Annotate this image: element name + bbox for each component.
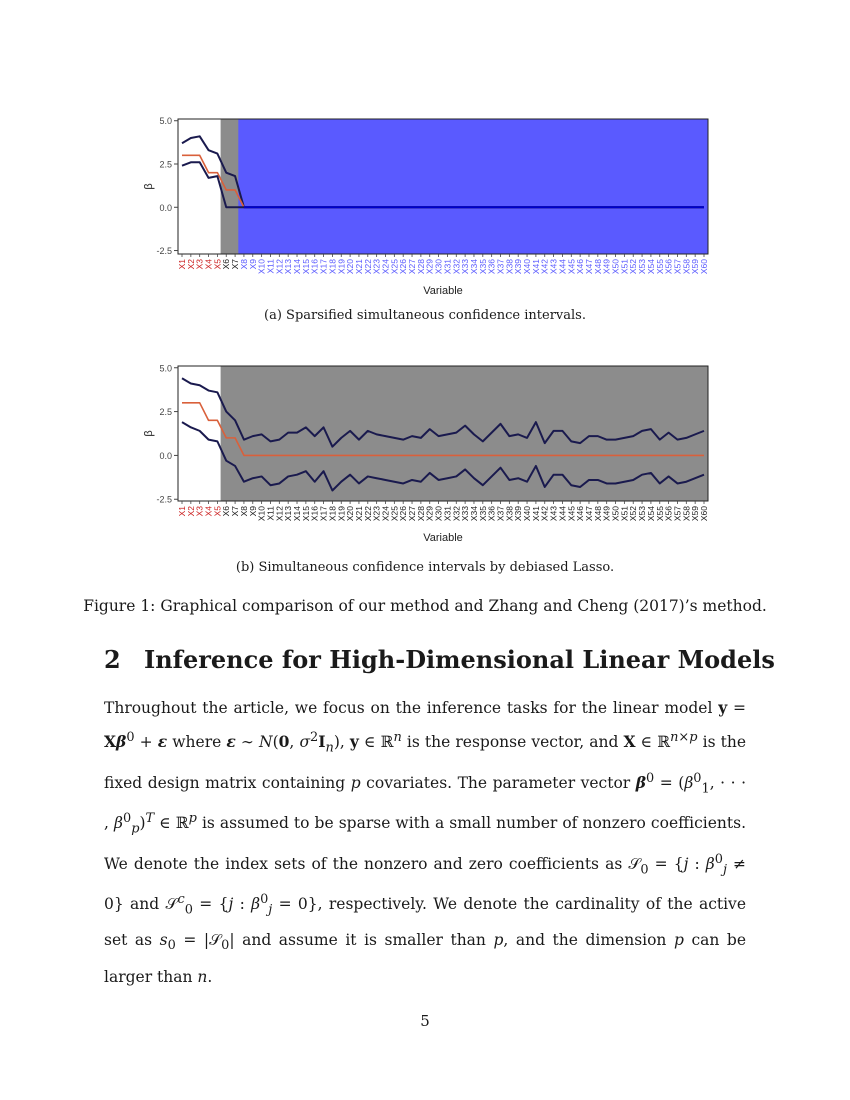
x-tick-label: X38: [504, 506, 515, 522]
x-tick-label: X37: [495, 506, 506, 522]
x-tick-label: X17: [318, 506, 329, 522]
x-tick-label: X30: [433, 259, 444, 275]
x-tick-label: X56: [663, 506, 674, 522]
x-tick-label: X49: [601, 259, 612, 275]
x-tick-label: X21: [353, 259, 364, 275]
x-axis-label: Variable: [423, 532, 463, 544]
y-tick-label: 2.5: [159, 407, 172, 418]
x-tick-label: X5: [212, 506, 223, 517]
x-tick-label: X40: [522, 506, 533, 522]
x-tick-label: X41: [530, 506, 541, 522]
x-tick-label: X13: [283, 259, 294, 275]
x-tick-label: X9: [247, 259, 258, 270]
x-tick-label: X53: [637, 506, 648, 522]
x-tick-label: X46: [575, 506, 586, 522]
gray-band: [221, 119, 240, 254]
x-tick-label: X4: [203, 259, 214, 270]
x-tick-label: X24: [380, 259, 391, 275]
x-tick-label: X32: [451, 506, 462, 522]
x-tick-label: X2: [185, 506, 196, 517]
x-tick-label: X43: [548, 259, 559, 275]
x-tick-label: X23: [371, 506, 382, 522]
x-tick-label: X29: [424, 506, 435, 522]
x-tick-label: X25: [389, 506, 400, 522]
x-tick-label: X1: [177, 506, 187, 517]
x-tick-label: X17: [318, 259, 329, 275]
x-tick-label: X12: [274, 506, 285, 522]
x-tick-label: X20: [345, 506, 356, 522]
x-tick-label: X6: [221, 259, 232, 270]
x-tick-label: X52: [628, 506, 639, 522]
x-tick-label: X59: [690, 506, 701, 522]
x-tick-label: X50: [610, 506, 621, 522]
x-tick-label: X56: [663, 259, 674, 275]
x-tick-label: X48: [592, 259, 603, 275]
x-tick-label: X15: [300, 506, 311, 522]
x-tick-label: X10: [256, 506, 267, 522]
x-tick-label: X45: [566, 259, 577, 275]
x-tick-label: X28: [415, 259, 426, 275]
figure-caption: Figure 1: Graphical comparison of our method and Zhang and Cheng (2017)’s method.: [83, 597, 767, 615]
y-tick-label: 5.0: [159, 116, 172, 127]
x-tick-label: X20: [345, 259, 356, 275]
x-tick-label: X30: [433, 506, 444, 522]
x-tick-label: X44: [557, 259, 568, 275]
x-tick-label: X7: [230, 506, 241, 517]
y-tick-label: -2.5: [156, 246, 172, 257]
x-tick-label: X22: [362, 259, 373, 275]
x-tick-label: X44: [557, 506, 568, 522]
x-axis-label: Variable: [423, 285, 463, 297]
x-tick-label: X13: [283, 506, 294, 522]
x-tick-label: X4: [203, 506, 214, 517]
x-tick-label: X14: [292, 506, 303, 522]
x-tick-label: X31: [442, 259, 453, 275]
x-tick-label: X24: [380, 506, 391, 522]
y-tick-label: 5.0: [159, 363, 172, 374]
x-tick-label: X40: [522, 259, 533, 275]
x-tick-label: X55: [654, 506, 665, 522]
x-tick-label: X19: [336, 506, 347, 522]
x-tick-label: X29: [424, 259, 435, 275]
body-paragraph: Throughout the article, we focus on the inference tasks for the linear model $y = X\beta^0 + \varepsilon$ where ε ∼ N(0, $\sigma^2I_n$), y ∈ ℝ$^n$ is the response vector, and X ∈ ℝ$^{n\times p}$ is the fixed design matrix containing p covariates. The parameter vector $\beta^0 = (\beta^0_1$, · · · , $\beta^0_p)^T$ ∈ ℝ$^p$ is assumed to be sparse with a small number of nonzero coefficients. We denote the index sets of the nonzero and zero coefficients as 𝒮$_0$ = {j : $\beta^0_j \ne 0$} and 𝒮$^c_0$ = {j : $\beta^0_j = 0$}, respectively. We denote the cardinality of the active set as $s_0$ = |𝒮$_0$| and assume it is smaller than p, and the dimension p can be larger than n.: [104, 698, 747, 986]
x-tick-label: X41: [530, 259, 541, 275]
x-tick-label: X47: [583, 506, 594, 522]
x-tick-label: X1: [177, 259, 187, 270]
x-tick-label: X58: [681, 259, 692, 275]
x-tick-label: X23: [371, 259, 382, 275]
x-tick-label: X26: [398, 259, 409, 275]
y-tick-label: 0.0: [159, 450, 172, 461]
x-tick-label: X11: [265, 259, 276, 274]
section-number: 2: [104, 645, 121, 674]
x-tick-label: X58: [681, 506, 692, 522]
x-tick-label: X5: [212, 259, 223, 270]
section-heading: [104, 645, 775, 674]
x-tick-label: X18: [327, 259, 338, 275]
x-tick-label: X8: [238, 506, 249, 517]
x-tick-label: X15: [300, 259, 311, 275]
x-tick-label: X33: [460, 259, 471, 275]
x-tick-label: X28: [415, 506, 426, 522]
x-tick-label: X34: [468, 506, 479, 522]
x-tick-label: X19: [336, 259, 347, 275]
x-tick-label: X47: [583, 259, 594, 275]
x-tick-label: X51: [619, 259, 630, 275]
x-tick-label: X3: [194, 259, 205, 270]
x-tick-label: X7: [230, 259, 241, 270]
blue-band: [238, 119, 708, 254]
x-tick-label: X37: [495, 259, 506, 275]
x-tick-label: X12: [274, 259, 285, 275]
x-tick-label: X32: [451, 259, 462, 275]
x-tick-label: X8: [238, 259, 249, 270]
x-tick-label: X16: [309, 259, 320, 275]
y-tick-label: 2.5: [159, 159, 172, 170]
x-tick-label: X60: [699, 506, 709, 522]
x-tick-label: X21: [353, 506, 364, 522]
x-tick-label: X55: [654, 259, 665, 275]
subfigure-caption-a: (a) Sparsified simultaneous confidence intervals.: [264, 308, 586, 323]
x-tick-label: X57: [672, 259, 683, 275]
x-tick-label: X57: [672, 506, 683, 522]
chart-svg: [130, 355, 720, 545]
y-tick-label: -2.5: [156, 494, 172, 505]
x-tick-label: X48: [592, 506, 603, 522]
y-tick-label: 0.0: [159, 202, 172, 213]
x-tick-label: X35: [477, 506, 488, 522]
x-tick-label: X35: [477, 259, 488, 275]
x-tick-label: X53: [637, 259, 648, 275]
x-tick-label: X60: [699, 259, 709, 275]
x-tick-label: X3: [194, 506, 205, 517]
x-tick-label: X54: [645, 506, 656, 522]
x-tick-label: X39: [513, 506, 524, 522]
x-tick-label: X16: [309, 506, 320, 522]
x-tick-label: X11: [265, 506, 276, 521]
x-tick-label: X2: [185, 259, 196, 270]
x-tick-label: X22: [362, 506, 373, 522]
x-tick-label: X25: [389, 259, 400, 275]
x-tick-label: X42: [539, 259, 550, 275]
x-tick-label: X34: [468, 259, 479, 275]
x-tick-label: X36: [486, 259, 497, 275]
x-tick-label: X52: [628, 259, 639, 275]
x-tick-label: X31: [442, 506, 453, 522]
y-axis-label: β: [143, 183, 155, 190]
x-tick-label: X18: [327, 506, 338, 522]
chart-svg: [130, 108, 720, 298]
x-tick-label: X10: [256, 259, 267, 275]
x-tick-label: X46: [575, 259, 586, 275]
x-tick-label: X27: [407, 259, 418, 275]
x-tick-label: X33: [460, 506, 471, 522]
x-tick-label: X59: [690, 259, 701, 275]
x-tick-label: X36: [486, 506, 497, 522]
x-tick-label: X50: [610, 259, 621, 275]
x-tick-label: X9: [247, 506, 258, 517]
x-tick-label: X51: [619, 506, 630, 522]
x-tick-label: X54: [645, 259, 656, 275]
chart-sparsified-intervals: [130, 108, 720, 298]
x-tick-label: X45: [566, 506, 577, 522]
chart-debiased-lasso-intervals: [130, 355, 720, 545]
x-tick-label: X38: [504, 259, 515, 275]
x-tick-label: X39: [513, 259, 524, 275]
x-tick-label: X26: [398, 506, 409, 522]
x-tick-label: X27: [407, 506, 418, 522]
x-tick-label: X6: [221, 506, 232, 517]
y-axis-label: β: [143, 430, 155, 437]
page-number: 5: [420, 1012, 430, 1030]
x-tick-label: X49: [601, 506, 612, 522]
section-title: Inference for High-Dimensional Linear Models: [144, 645, 775, 674]
x-tick-label: X14: [292, 259, 303, 275]
x-tick-label: X43: [548, 506, 559, 522]
subfigure-caption-b: (b) Simultaneous confidence intervals by debiased Lasso.: [235, 560, 615, 575]
x-tick-label: X42: [539, 506, 550, 522]
